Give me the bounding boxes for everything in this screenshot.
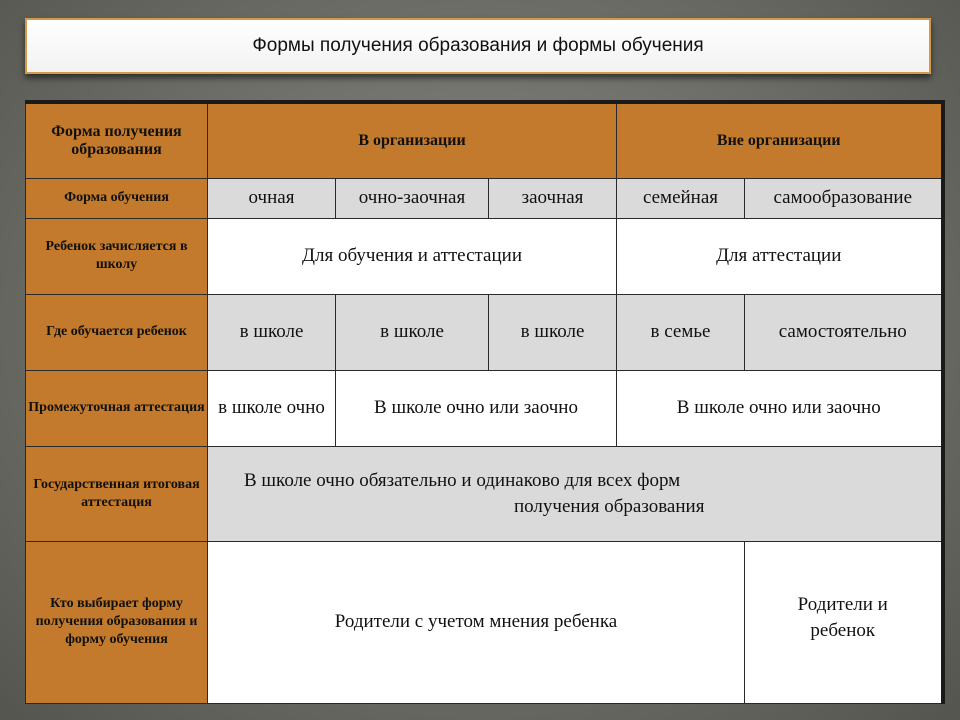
page-title xyxy=(25,18,931,74)
table-row-final xyxy=(26,446,943,541)
cell-correspondence: заочная xyxy=(489,178,617,218)
row-label-enrolled: Ребенок зачисляется в школу xyxy=(26,218,208,294)
cell-where-self: самостоятельно xyxy=(745,294,943,370)
table-row-enrolled xyxy=(26,218,943,294)
table-row-forms xyxy=(26,178,943,218)
cell-final-attestation xyxy=(208,446,943,541)
header-out-of-organization-label: Вне организации xyxy=(716,131,841,149)
cell-enrolled-in-org: Для обучения и аттестации xyxy=(208,218,617,294)
header-out-of-organization xyxy=(617,102,943,178)
cell-enrolled-out-org: Для аттестации xyxy=(617,218,943,294)
education-forms-table xyxy=(25,100,945,704)
header-in-organization xyxy=(208,102,617,178)
table-row-choice xyxy=(26,541,943,703)
table-header-row xyxy=(26,102,943,178)
row-label-interim: Промежуточная аттестация xyxy=(26,370,208,446)
row-label-forms: Форма обучения xyxy=(26,178,208,218)
header-corner-label: Форма получения образования xyxy=(51,122,182,158)
table-row-where xyxy=(26,294,943,370)
cell-interim-other-in-org: В школе очно или заочно xyxy=(336,370,617,446)
cell-where-family: в семье xyxy=(617,294,745,370)
cell-family: семейная xyxy=(617,178,745,218)
cell-part-time: очно-заочная xyxy=(336,178,489,218)
cell-where-full-time: в школе xyxy=(208,294,336,370)
page-title-text: Формы получения образования и формы обучения xyxy=(252,35,704,56)
row-label-final: Государственная итоговая аттестация xyxy=(26,446,208,541)
cell-full-time: очная xyxy=(208,178,336,218)
cell-where-part-time: в школе xyxy=(336,294,489,370)
cell-self-education: самообразование xyxy=(745,178,943,218)
cell-interim-out-org: В школе очно или заочно xyxy=(617,370,943,446)
cell-interim-full-time: в школе очно xyxy=(208,370,336,446)
row-label-choice: Кто выбирает форму получения образования и форму обучения xyxy=(26,541,208,703)
header-in-organization-label: В организации xyxy=(358,131,466,149)
row-label-where: Где обучается ребенок xyxy=(26,294,208,370)
cell-where-correspondence: в школе xyxy=(489,294,617,370)
final-attestation-line-1: В школе очно обязательно и одинаково для всех форм xyxy=(244,469,681,491)
cell-choice-self: Родители и ребенок xyxy=(745,541,943,703)
table-row-interim xyxy=(26,370,943,446)
final-attestation-line-2: получения образования xyxy=(514,495,705,517)
header-corner-cell xyxy=(26,102,208,178)
cell-choice-main: Родители с учетом мнения ребенка xyxy=(208,541,745,703)
